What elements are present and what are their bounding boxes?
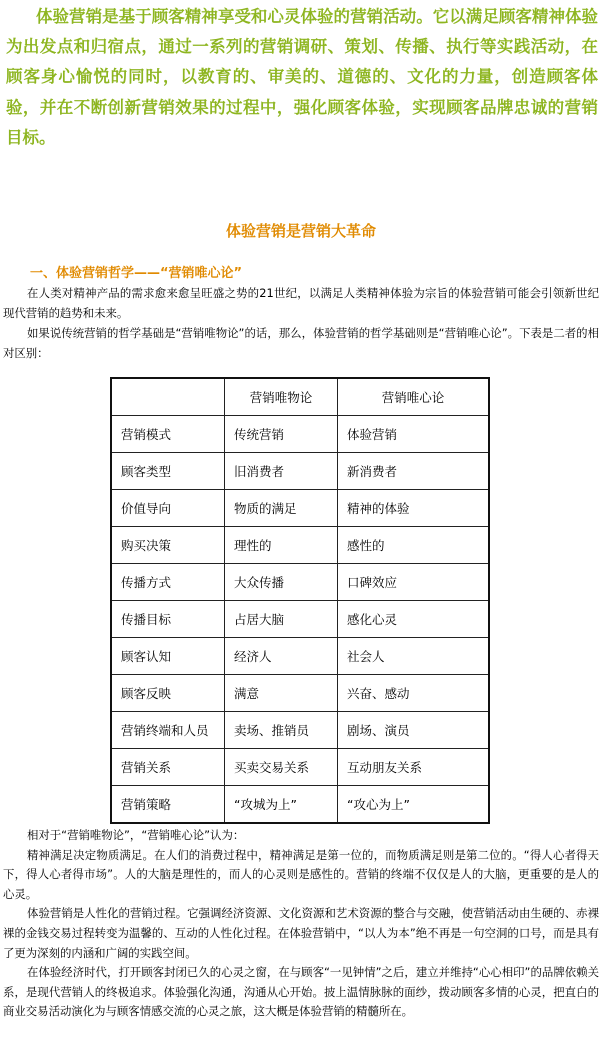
table-cell: 口碑效应 [338, 564, 490, 601]
table-cell: 经济人 [225, 638, 338, 675]
table-cell: 兴奋、感动 [338, 675, 490, 712]
table-cell: 剧场、演员 [338, 712, 490, 749]
table-cell: 新消费者 [338, 453, 490, 490]
section-heading: 一、体验营销哲学——“营销唯心论” [30, 266, 243, 281]
table-row-label: 营销终端和人员 [111, 712, 225, 749]
paragraph: 相对于“营销唯物论”，“营销唯心论”认为： [27, 828, 245, 842]
paragraph: 如果说传统营销的哲学基础是“营销唯物论”的话，那么，体验营销的哲学基础则是“营销唯心论”。下表是二者的相对区别： [3, 326, 599, 360]
table-row [111, 638, 489, 675]
table-cell: 旧消费者 [225, 453, 338, 490]
table-row [111, 749, 489, 786]
paragraph: 体验营销是人性化的营销过程。它强调经济资源、文化资源和艺术资源的整合与交融，使营销活动由生硬的、赤裸裸的金钱交易过程转变为温馨的、互动的人性化过程。在体验营销中，“以人为本”绝不再是一句空洞的口号，而是具有了更为深刻的内涵和广阔的实践空间。 [3, 906, 599, 960]
table-row [111, 786, 489, 824]
table-row [111, 490, 489, 527]
table-cell: 互动朋友关系 [338, 749, 490, 786]
table-cell: 感性的 [338, 527, 490, 564]
table-cell: 卖场、推销员 [225, 712, 338, 749]
table-row-label: 价值导向 [111, 490, 225, 527]
table-row [111, 416, 489, 453]
paragraph: 在人类对精神产品的需求愈来愈呈旺盛之势的21世纪，以满足人类精神体验为宗旨的体验营销可能会引领新世纪现代营销的趋势和未来。 [3, 286, 599, 320]
table-header-row [111, 378, 489, 416]
table-row-label: 顾客反映 [111, 675, 225, 712]
table-row-label: 营销关系 [111, 749, 225, 786]
table-header-cell: 营销唯物论 [225, 378, 338, 416]
paragraph: 在体验经济时代，打开顾客封闭已久的心灵之窗，在与顾客“一见钟情”之后，建立并维持“心心相印”的品牌依赖关系，是现代营销人的终极追求。体验强化沟通，沟通从心开始。披上温情脉脉的面纱，拨动顾客多情的心灵，把直白的商业交易活动演化为与顾客情感交流的心灵之旅，这大概是体验营销的精髓所在。 [3, 965, 599, 1019]
table-header-cell [111, 378, 225, 416]
table-cell: “攻城为上” [225, 786, 338, 824]
table-cell: 物质的满足 [225, 490, 338, 527]
table-row-label: 购买决策 [111, 527, 225, 564]
table-row-label: 传播目标 [111, 601, 225, 638]
table-row [111, 453, 489, 490]
table-cell: 体验营销 [338, 416, 490, 453]
table-row-label: 顾客认知 [111, 638, 225, 675]
table-row [111, 675, 489, 712]
table-cell: 精神的体验 [338, 490, 490, 527]
table-cell: 大众传播 [225, 564, 338, 601]
table-row-label: 营销策略 [111, 786, 225, 824]
table-cell: 买卖交易关系 [225, 749, 338, 786]
paragraph-block-top-2 [3, 324, 599, 363]
table-row-label: 顾客类型 [111, 453, 225, 490]
paragraph: 精神满足决定物质满足。在人们的消费过程中，精神满足是第一位的，而物质满足则是第二位的。“得人心者得天下，得人心者得市场”。人的大脑是理性的，而人的心灵则是感性的。营销的终端不仅仅是人的大脑，更重要的是人的心灵。 [3, 847, 599, 901]
table-cell: 感化心灵 [338, 601, 490, 638]
comparison-table [110, 377, 490, 824]
table-cell: 传统营销 [225, 416, 338, 453]
paragraph-block-bottom [3, 826, 599, 1022]
table-cell: 满意 [225, 675, 338, 712]
intro-paragraph: 体验营销是基于顾客精神享受和心灵体验的营销活动。它以满足顾客精神体验为出发点和归宿点，通过一系列的营销调研、策划、传播、执行等实践活动，在顾客身心愉悦的同时，以教育的、审美的、道德的、文化的力量，创造顾客体验，并在不断创新营销效果的过程中，强化顾客体验，实现顾客品牌忠诚的营销目标。 [6, 7, 598, 147]
article-title: 体验营销是营销大革命 [225, 222, 376, 240]
table-row [111, 601, 489, 638]
table-cell: 理性的 [225, 527, 338, 564]
table-row [111, 527, 489, 564]
table-row-label: 传播方式 [111, 564, 225, 601]
table-header-cell: 营销唯心论 [338, 378, 490, 416]
table-row [111, 712, 489, 749]
paragraph-block-top-1 [3, 284, 599, 323]
table-cell: 社会人 [338, 638, 490, 675]
table-row [111, 564, 489, 601]
table-cell: “攻心为上” [338, 786, 490, 824]
comparison-table-body [111, 378, 489, 823]
table-cell: 占居大脑 [225, 601, 338, 638]
table-row-label: 营销模式 [111, 416, 225, 453]
